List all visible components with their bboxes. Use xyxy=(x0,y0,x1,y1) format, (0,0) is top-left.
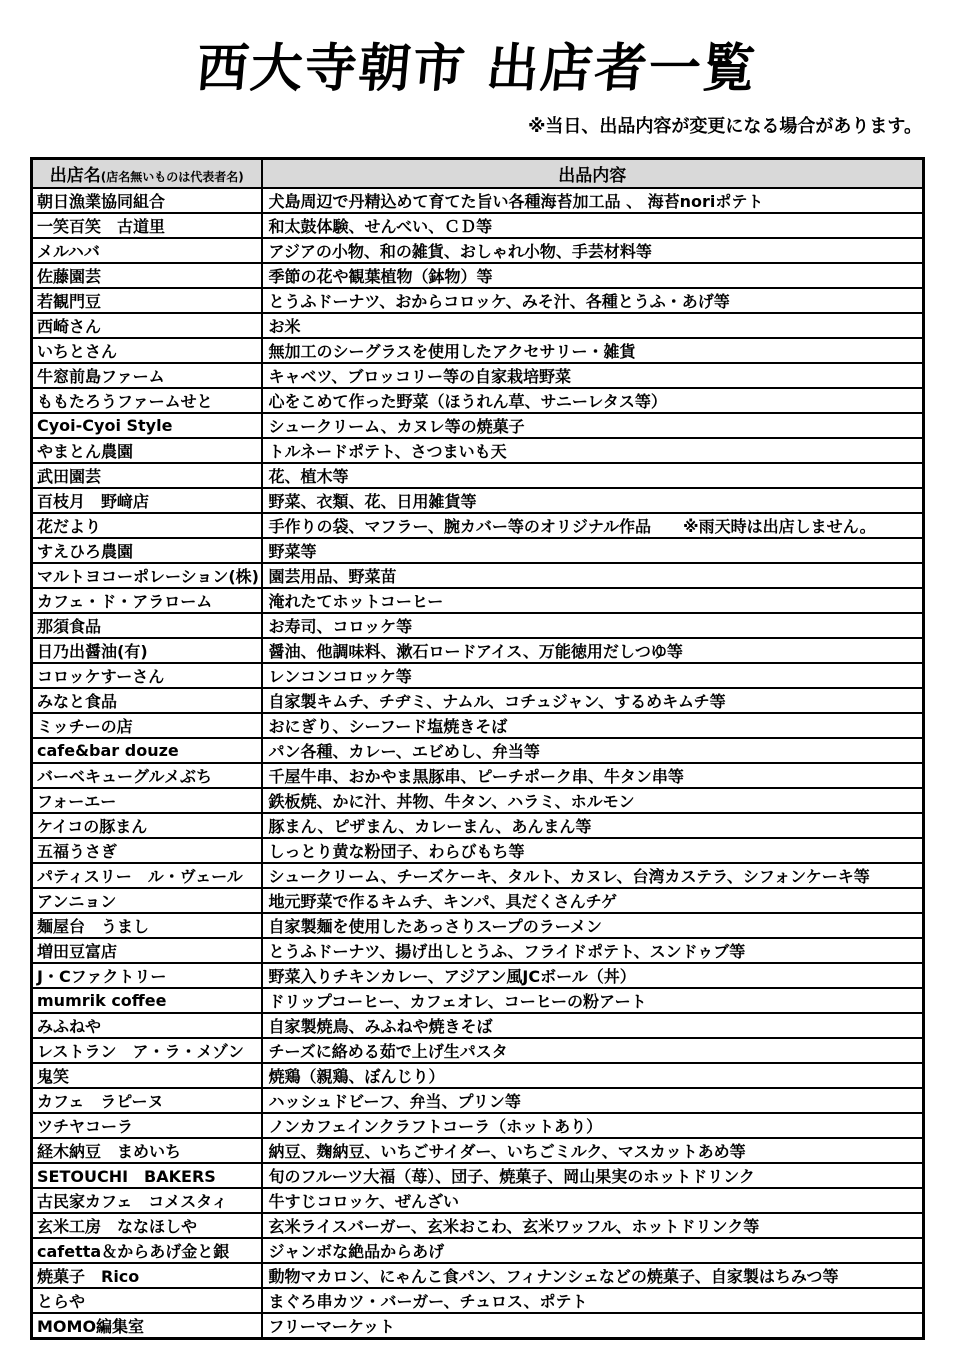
items-cell: 犬島周辺で丹精込めて育てた旨い各種海苔加工品 、 海苔noriポテト xyxy=(262,188,924,213)
table-row xyxy=(32,613,924,638)
vendor-name-cell: J・Cファクトリー xyxy=(32,963,262,988)
table-row xyxy=(32,538,924,563)
vendor-name-cell: 経木納豆 まめいち xyxy=(32,1138,262,1163)
items-cell: 野菜等 xyxy=(262,538,924,563)
table-row xyxy=(32,813,924,838)
items-cell: フリーマーケット xyxy=(262,1313,924,1339)
table-row xyxy=(32,338,924,363)
items-cell: 牛すじコロッケ、ぜんざい xyxy=(262,1188,924,1213)
table-row xyxy=(32,938,924,963)
items-cell: キャベツ、ブロッコリー等の自家栽培野菜 xyxy=(262,363,924,388)
vendor-name-cell: メルハバ xyxy=(32,238,262,263)
vendor-name-cell: 牛窓前島ファーム xyxy=(32,363,262,388)
vendor-name-cell: カフェ ラピーヌ xyxy=(32,1088,262,1113)
vendor-name-cell: 佐藤園芸 xyxy=(32,263,262,288)
items-cell: 焼鶏（親鶏、ぼんじり） xyxy=(262,1063,924,1088)
items-cell: 心をこめて作った野菜（ほうれん草、サニーレタス等） xyxy=(262,388,924,413)
vendor-name-cell: cafe&bar douze xyxy=(32,738,262,763)
vendor-name-cell: 五福うさぎ xyxy=(32,838,262,863)
table-row xyxy=(32,688,924,713)
table-row xyxy=(32,388,924,413)
items-cell: しっとり黄な粉団子、わらびもち等 xyxy=(262,838,924,863)
table-row xyxy=(32,1013,924,1038)
items-cell: 季節の花や観葉植物（鉢物）等 xyxy=(262,263,924,288)
items-cell: ドリップコーヒー、カフェオレ、コーヒーの粉アート xyxy=(262,988,924,1013)
table-row xyxy=(32,838,924,863)
table-row xyxy=(32,1288,924,1313)
table-row xyxy=(32,1238,924,1263)
vendor-name-cell: 一笑百笑 古道里 xyxy=(32,213,262,238)
items-cell: 豚まん、ピザまん、カレーまん、あんまん等 xyxy=(262,813,924,838)
items-cell: 野菜入りチキンカレー、アジアン風JCボール（丼） xyxy=(262,963,924,988)
items-cell: パン各種、カレー、エビめし、弁当等 xyxy=(262,738,924,763)
items-cell: 自家製焼鳥、みふねや焼きそば xyxy=(262,1013,924,1038)
vendor-name-cell: パティスリー ル・ヴェール xyxy=(32,863,262,888)
items-cell: 地元野菜で作るキムチ、キンパ、具だくさんチゲ xyxy=(262,888,924,913)
items-cell: 自家製キムチ、チヂミ、ナムル、コチュジャン、するめキムチ等 xyxy=(262,688,924,713)
vendor-name-cell: 百枝月 野﨑店 xyxy=(32,488,262,513)
table-row xyxy=(32,213,924,238)
vendor-name-cell: 西崎さん xyxy=(32,313,262,338)
items-cell: ジャンボな絶品からあげ xyxy=(262,1238,924,1263)
table-row xyxy=(32,463,924,488)
items-cell: 動物マカロン、にゃんこ食パン、フィナンシェなどの焼菓子、自家製はちみつ等 xyxy=(262,1263,924,1288)
vendor-name-cell: とらや xyxy=(32,1288,262,1313)
table-row xyxy=(32,188,924,213)
table-row xyxy=(32,288,924,313)
vendor-name-cell: 焼菓子 Rico xyxy=(32,1263,262,1288)
vendor-name-cell: すえひろ農園 xyxy=(32,538,262,563)
table-row xyxy=(32,988,924,1013)
items-cell: 淹れたてホットコーヒー xyxy=(262,588,924,613)
header-row xyxy=(32,159,924,188)
vendor-name-cell: 若観門豆 xyxy=(32,288,262,313)
vendor-name-cell: バーベキューグルメぶち xyxy=(32,763,262,788)
page-title: 西大寺朝市 出店者一覧 xyxy=(193,39,760,99)
vendor-name-cell: コロッケすーさん xyxy=(32,663,262,688)
table-row xyxy=(32,663,924,688)
table-row xyxy=(32,1088,924,1113)
items-cell: 和太鼓体験、せんべい、ＣＤ等 xyxy=(262,213,924,238)
items-cell: とうふドーナツ、おからコロッケ、みそ汁、各種とうふ・あげ等 xyxy=(262,288,924,313)
vendor-name-cell: 古民家カフェ コメスタィ xyxy=(32,1188,262,1213)
items-cell: 醤油、他調味料、漱石ロードアイス、万能徳用だしつゆ等 xyxy=(262,638,924,663)
vendor-name-cell: 鬼笑 xyxy=(32,1063,262,1088)
items-cell: 千屋牛串、おかやま黒豚串、ピーチポーク串、牛タン串等 xyxy=(262,763,924,788)
vendor-name-cell: Cyoi-Cyoi Style xyxy=(32,413,262,438)
table-row xyxy=(32,513,924,538)
change-notice: ※当日、出品内容が変更になる場合があります。 xyxy=(527,116,922,137)
vendor-name-cell: カフェ・ド・アラローム xyxy=(32,588,262,613)
items-cell: 納豆、麹納豆、いちごサイダー、いちごミルク、マスカットあめ等 xyxy=(262,1138,924,1163)
vendor-name-cell: 那須食品 xyxy=(32,613,262,638)
vendor-name-cell: ももたろうファームせと xyxy=(32,388,262,413)
table-row xyxy=(32,1263,924,1288)
table-row xyxy=(32,863,924,888)
items-cell: トルネードポテト、さつまいも天 xyxy=(262,438,924,463)
table-row xyxy=(32,638,924,663)
vendor-name-cell: みなと食品 xyxy=(32,688,262,713)
items-cell: ハッシュドビーフ、弁当、プリン等 xyxy=(262,1088,924,1113)
vendor-name-cell: アンニョン xyxy=(32,888,262,913)
vendor-name-cell: やまとん農園 xyxy=(32,438,262,463)
items-cell: おにぎり、シーフード塩焼きそば xyxy=(262,713,924,738)
items-cell: とうふドーナツ、揚げ出しとうふ、フライドポテト、スンドゥブ等 xyxy=(262,938,924,963)
table-row xyxy=(32,888,924,913)
items-cell: 花、植木等 xyxy=(262,463,924,488)
table-row xyxy=(32,713,924,738)
items-cell: まぐろ串カツ・バーガー、チュロス、ポテト xyxy=(262,1288,924,1313)
header-vendor-name xyxy=(32,159,262,188)
vendor-table xyxy=(30,157,925,1340)
items-cell: レンコンコロッケ等 xyxy=(262,663,924,688)
table-row xyxy=(32,963,924,988)
table-row xyxy=(32,313,924,338)
items-cell: 旬のフルーツ大福（苺）、団子、焼菓子、岡山果実のホットドリンク xyxy=(262,1163,924,1188)
items-cell: 鉄板焼、かに汁、丼物、牛タン、ハラミ、ホルモン xyxy=(262,788,924,813)
header-items: 出品内容 xyxy=(262,159,924,188)
vendor-name-cell: 麺屋台 うまし xyxy=(32,913,262,938)
items-cell: お寿司、コロッケ等 xyxy=(262,613,924,638)
vendor-name-cell: 花だより xyxy=(32,513,262,538)
vendor-rows xyxy=(32,188,924,1339)
vendor-name-cell: MOMO編集室 xyxy=(32,1313,262,1339)
table-row xyxy=(32,488,924,513)
items-cell: 無加工のシーグラスを使用したアクセサリー・雑貨 xyxy=(262,338,924,363)
header-vendor-name-sublabel: (店名無いものは代表者名) xyxy=(100,169,244,184)
vendor-name-cell: 日乃出醤油(有) xyxy=(32,638,262,663)
table-row xyxy=(32,238,924,263)
items-cell: アジアの小物、和の雑貨、おしゃれ小物、手芸材料等 xyxy=(262,238,924,263)
vendor-name-cell: 武田園芸 xyxy=(32,463,262,488)
table-row xyxy=(32,1138,924,1163)
vendor-name-cell: ミッチーの店 xyxy=(32,713,262,738)
vendor-name-cell: cafetta＆からあげ金と銀 xyxy=(32,1238,262,1263)
table-row xyxy=(32,738,924,763)
items-cell: ノンカフェインクラフトコーラ（ホットあり） xyxy=(262,1113,924,1138)
header-vendor-name-label: 出店名 xyxy=(49,165,101,186)
table-row xyxy=(32,438,924,463)
items-cell: シュークリーム、チーズケーキ、タルト、カヌレ、台湾カステラ、シフォンケーキ等 xyxy=(262,863,924,888)
vendor-name-cell: mumrik coffee xyxy=(32,988,262,1013)
table-row xyxy=(32,263,924,288)
items-cell: 手作りの袋、マフラー、腕カバー等のオリジナル作品 ※雨天時は出店しません。 xyxy=(262,513,924,538)
items-cell: シュークリーム、カヌレ等の焼菓子 xyxy=(262,413,924,438)
vendor-name-cell: ツチヤコーラ xyxy=(32,1113,262,1138)
table-row xyxy=(32,563,924,588)
items-cell: 玄米ライスバーガー、玄米おこわ、玄米ワッフル、ホットドリンク等 xyxy=(262,1213,924,1238)
vendor-name-cell: 朝日漁業協同組合 xyxy=(32,188,262,213)
vendor-name-cell: 玄米工房 ななほしや xyxy=(32,1213,262,1238)
vendor-name-cell: マルトヨコーポレーション(株) xyxy=(32,563,262,588)
table-row xyxy=(32,1063,924,1088)
items-cell: 園芸用品、野菜苗 xyxy=(262,563,924,588)
table-row xyxy=(32,1213,924,1238)
table-row xyxy=(32,1188,924,1213)
vendor-name-cell: 増田豆富店 xyxy=(32,938,262,963)
items-cell: 自家製麺を使用したあっさりスープのラーメン xyxy=(262,913,924,938)
table-row xyxy=(32,1163,924,1188)
table-row xyxy=(32,413,924,438)
table-row xyxy=(32,788,924,813)
items-cell: 野菜、衣類、花、日用雑貨等 xyxy=(262,488,924,513)
vendor-name-cell: ケイコの豚まん xyxy=(32,813,262,838)
vendor-name-cell: フォーエー xyxy=(32,788,262,813)
vendor-name-cell: みふねや xyxy=(32,1013,262,1038)
vendor-name-cell: レストラン ア・ラ・メゾン xyxy=(32,1038,262,1063)
table-row xyxy=(32,588,924,613)
table-row xyxy=(32,1038,924,1063)
table-row xyxy=(32,363,924,388)
table-row xyxy=(32,1113,924,1138)
items-cell: チーズに絡める茹で上げ生パスタ xyxy=(262,1038,924,1063)
table-row xyxy=(32,913,924,938)
table-row xyxy=(32,763,924,788)
items-cell: お米 xyxy=(262,313,924,338)
vendor-name-cell: SETOUCHI BAKERS xyxy=(32,1163,262,1188)
table-row xyxy=(32,1313,924,1339)
vendor-name-cell: いちとさん xyxy=(32,338,262,363)
